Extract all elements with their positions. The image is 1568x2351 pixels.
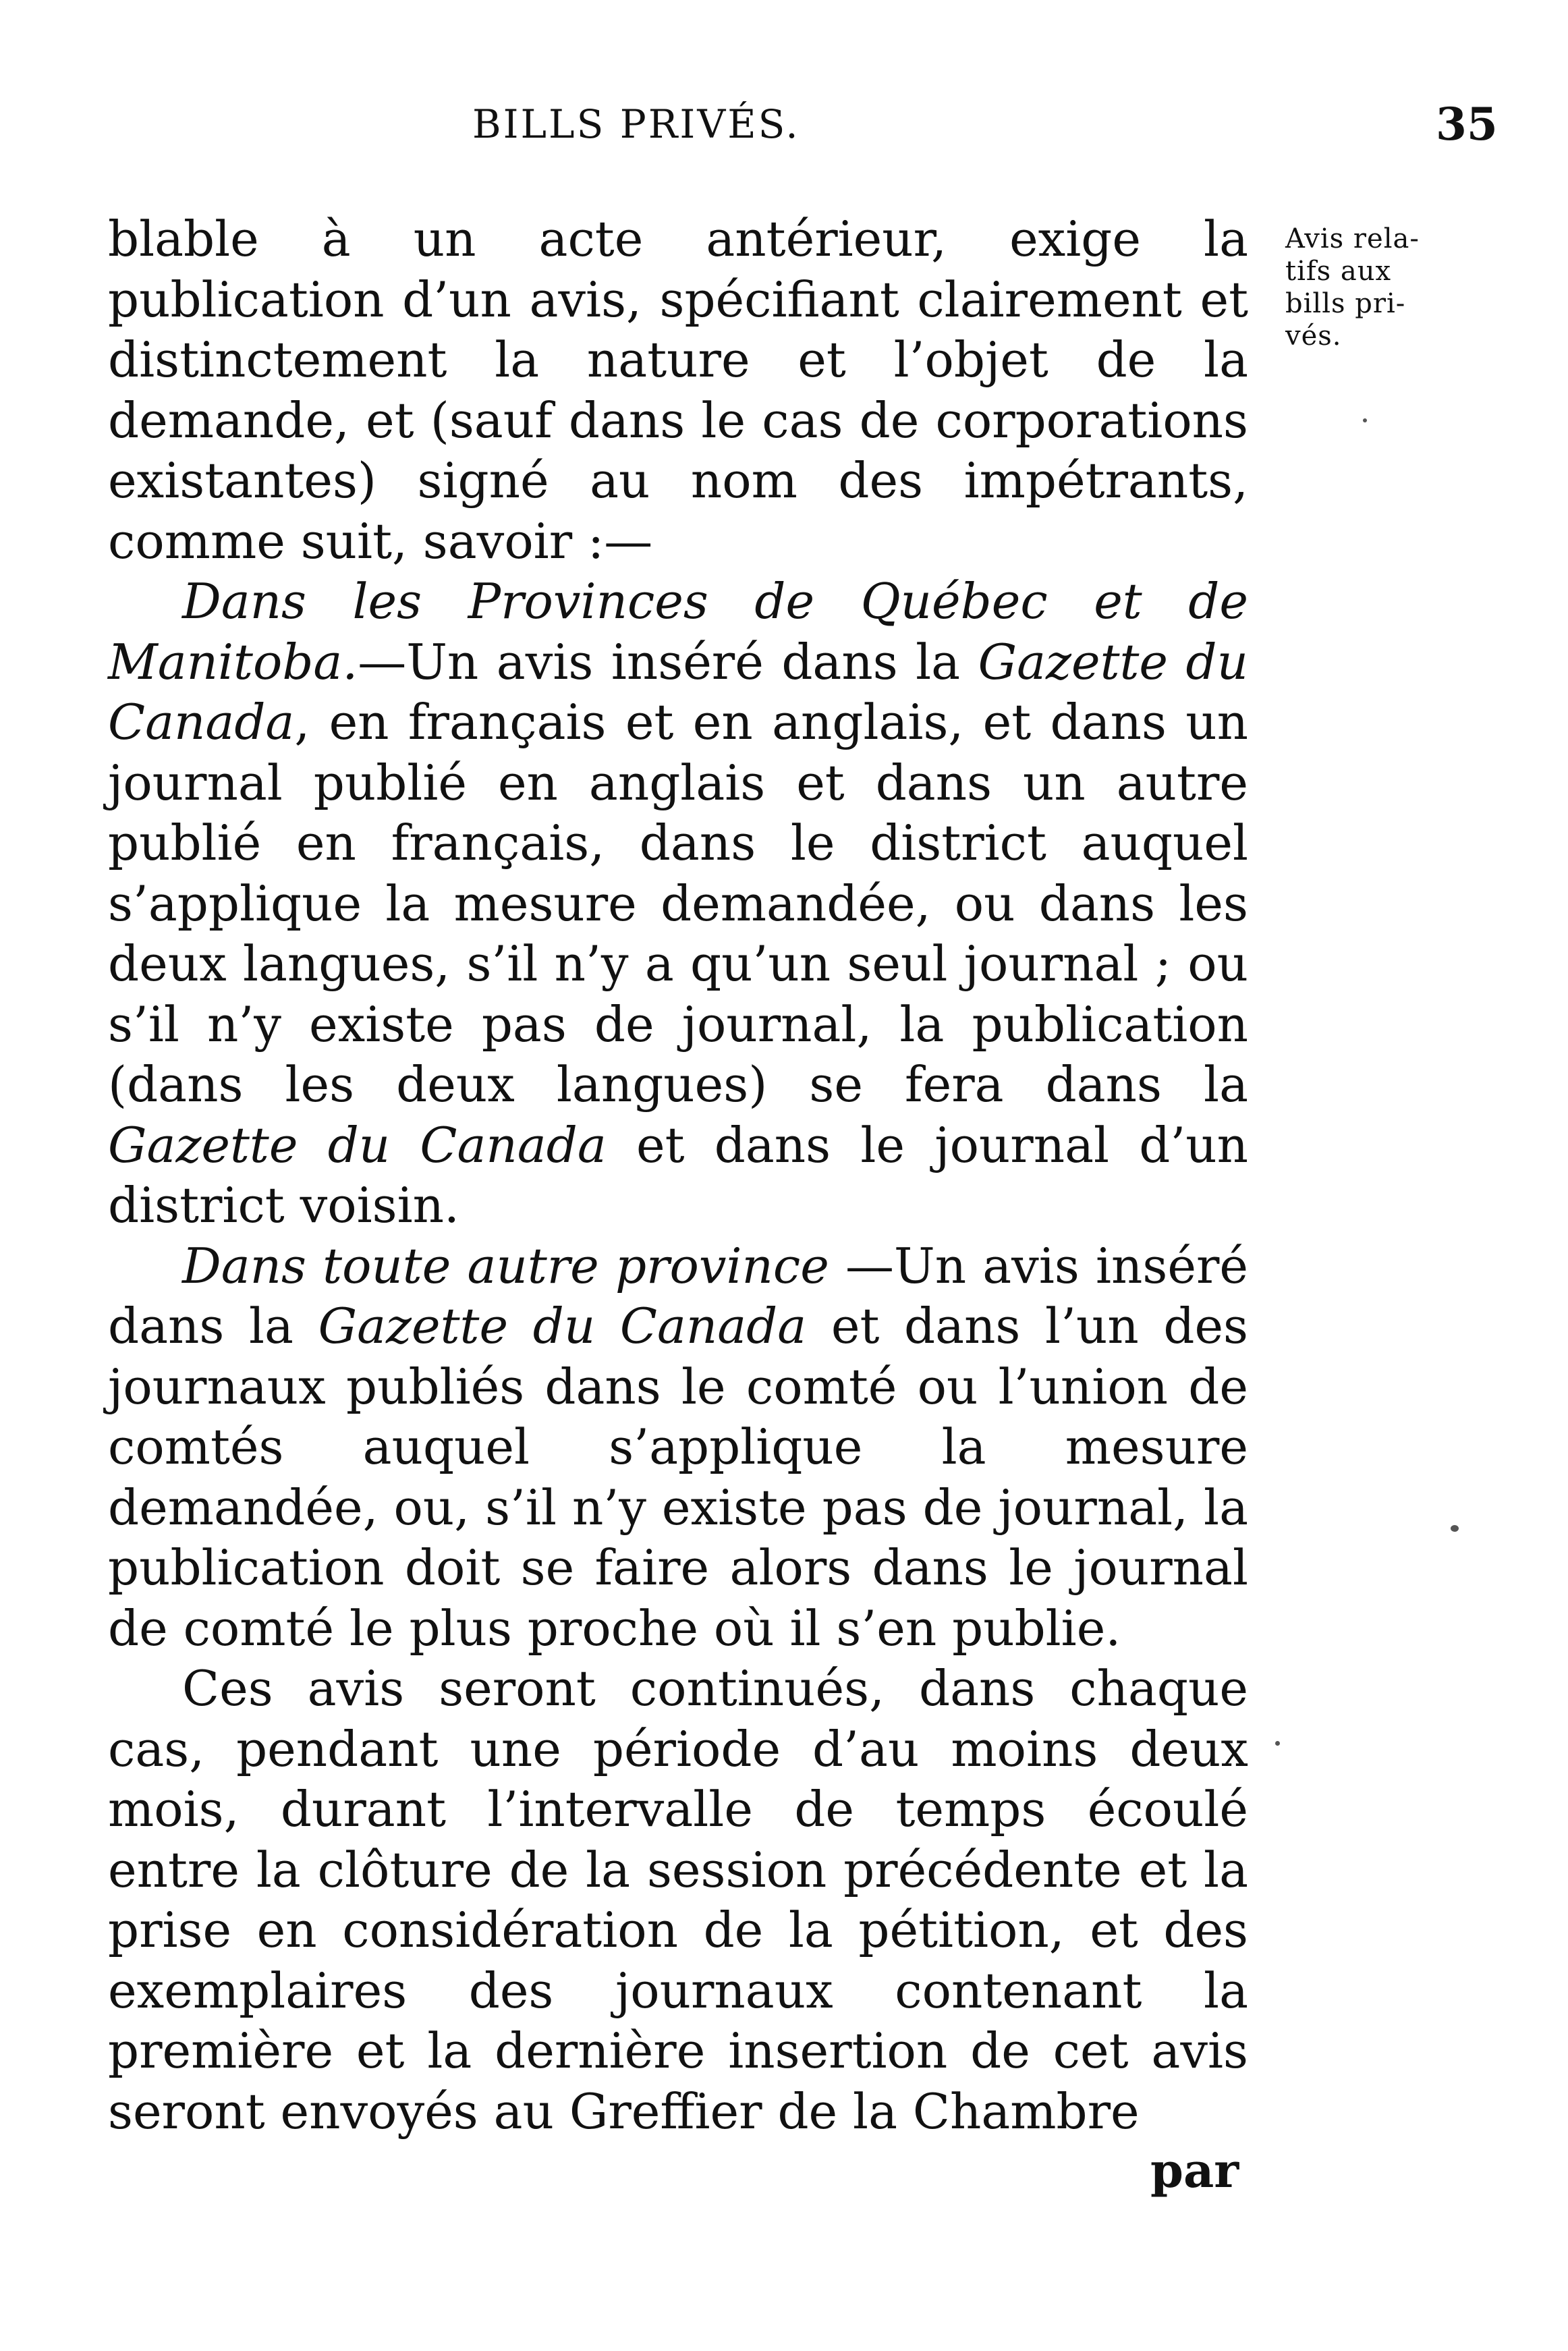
paragraph-quebec-manitoba (108, 572, 1248, 1236)
running-title: BILLS PRIVÉS. (472, 101, 800, 147)
margin-note-line: bills pri- (1285, 288, 1406, 319)
text-segment: , en français et en anglais, et dans un journal publié en anglais et dans un autre publié en français, dans le district auquel s’applique la mesure demandée, ou dans les deux langues, s’il n’y a qu’un seul journal ; ou s’il n’y existe pas de journal, la publication (dans les deux langues) se fera dans la (108, 694, 1248, 1113)
gazette-title: Gazette du Canada (318, 1298, 807, 1354)
catchword: par (1150, 2142, 1239, 2198)
paragraph-1 (108, 209, 1248, 572)
paragraph-notice-duration (108, 1659, 1248, 2142)
gazette-title: Gazette du Canada (108, 633, 1248, 750)
ink-speck (1363, 418, 1367, 422)
gazette-title: Gazette du Canada (108, 1116, 607, 1173)
body-text (108, 209, 1248, 2142)
ink-speck (1275, 1741, 1280, 1746)
province-heading: Dans les Provinces de Québec et de Manitoba. (108, 573, 1248, 690)
text-segment: —Un avis inséré dans la (108, 1237, 1248, 1354)
text-segment: Ces avis seront continués, dans chaque cas, pendant une période d’au moins deux mois, durant l’intervalle de temps écoulé entre la clôture de la session précédente et la prise en considération de la pétition, et des exemplaires des journaux contenant la première et la dernière insertion de cet avis seront envoyés au Greffier de la Chambre (108, 1660, 1248, 2140)
text-segment: et dans le journal d’un district voisin. (108, 1116, 1248, 1234)
text-segment: et dans l’un des journaux publiés dans le comté ou l’union de comtés auquel s’applique la mesure demandée, ou, s’il n’y existe pas de journal, la publication doit se faire alors dans le journal de comté le plus proche où il s’en publie. (108, 1298, 1249, 1657)
text-segment: —Un avis inséré dans la (358, 633, 978, 690)
province-heading: Dans toute autre province (182, 1237, 829, 1294)
margin-note-line: tifs aux (1285, 256, 1392, 287)
paragraph-other-province (108, 1236, 1248, 1659)
margin-note-line: vés. (1285, 321, 1342, 352)
text-segment: blable à un acte antérieur, exige la publication d’un avis, spécifiant clairement et distinctement la nature et l’objet de la demande, et (sauf dans le cas de corporations existantes) signé au nom des impétrants, comme suit, savoir :— (108, 211, 1248, 570)
margin-note (1285, 223, 1474, 352)
ink-speck (1451, 1525, 1459, 1532)
page-number: 35 (1436, 98, 1498, 150)
margin-note-line: Avis rela- (1285, 223, 1420, 254)
